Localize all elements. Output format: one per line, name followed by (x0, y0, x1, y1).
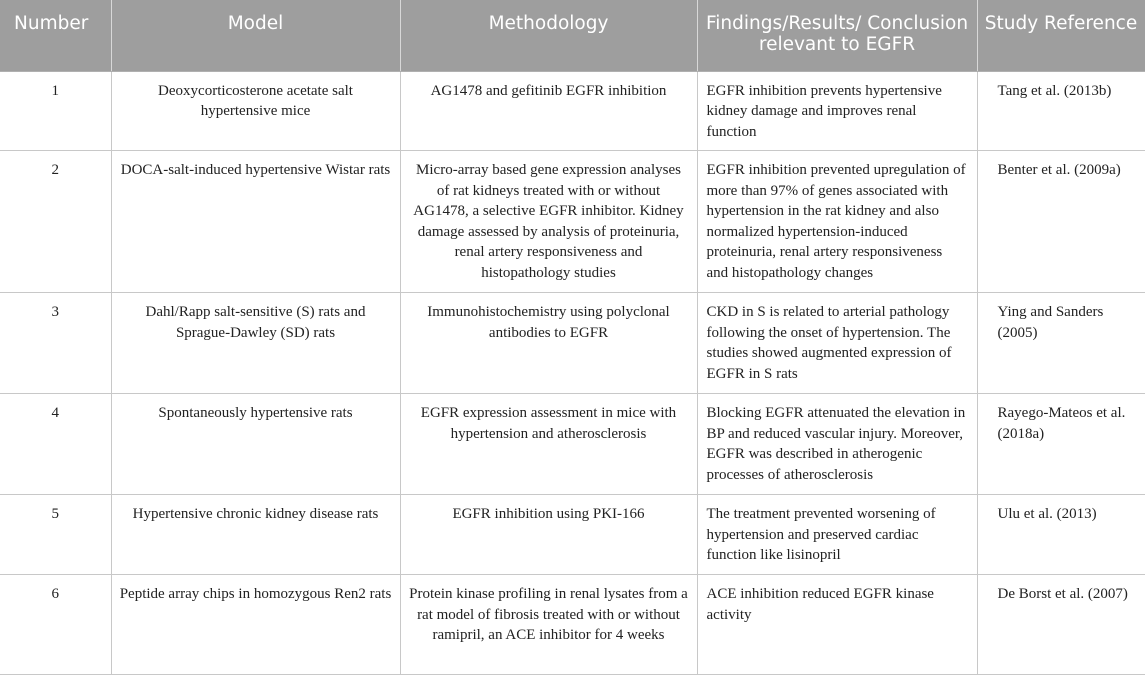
table-row (0, 293, 1145, 394)
table-body (0, 71, 1145, 675)
cell-reference: Tang et al. (2013b) (977, 71, 1145, 151)
cell-reference: Ying and Sanders (2005) (977, 293, 1145, 394)
cell-findings: EGFR inhibition prevents hypertensive kidney damage and improves renal function (697, 71, 977, 151)
cell-methodology: EGFR inhibition using PKI-166 (400, 495, 697, 575)
header-methodology: Methodology (400, 0, 697, 71)
cell-findings: ACE inhibition reduced EGFR kinase activity (697, 575, 977, 675)
cell-findings: Blocking EGFR attenuated the elevation in BP and reduced vascular injury. Moreover, EGFR was described in atherogenic processes of atherosclerosis (697, 394, 977, 495)
cell-model: DOCA-salt-induced hypertensive Wistar rats (111, 151, 400, 293)
cell-methodology: Immunohistochemistry using polyclonal antibodies to EGFR (400, 293, 697, 394)
cell-reference: Rayego-Mateos et al. (2018a) (977, 394, 1145, 495)
cell-model: Dahl/Rapp salt-sensitive (S) rats and Sprague-Dawley (SD) rats (111, 293, 400, 394)
cell-model: Deoxycorticosterone acetate salt hypertensive mice (111, 71, 400, 151)
cell-model: Spontaneously hypertensive rats (111, 394, 400, 495)
cell-model: Hypertensive chronic kidney disease rats (111, 495, 400, 575)
table-row (0, 71, 1145, 151)
cell-number: 5 (0, 495, 111, 575)
cell-reference: Ulu et al. (2013) (977, 495, 1145, 575)
table-row (0, 394, 1145, 495)
cell-findings: The treatment prevented worsening of hypertension and preserved cardiac function like lisinopril (697, 495, 977, 575)
header-findings: Findings/Results/ Conclusion relevant to EGFR (697, 0, 977, 71)
cell-number: 4 (0, 394, 111, 495)
cell-findings: EGFR inhibition prevented upregulation of more than 97% of genes associated with hypertension in the rat kidney and also normalized hypertension-induced proteinuria, renal artery responsiveness and histopathology changes (697, 151, 977, 293)
header-model: Model (111, 0, 400, 71)
table-row (0, 495, 1145, 575)
cell-number: 3 (0, 293, 111, 394)
table-row (0, 151, 1145, 293)
cell-methodology: EGFR expression assessment in mice with hypertension and atherosclerosis (400, 394, 697, 495)
header-reference: Study Reference (977, 0, 1145, 71)
cell-model: Peptide array chips in homozygous Ren2 rats (111, 575, 400, 675)
cell-number: 2 (0, 151, 111, 293)
cell-number: 1 (0, 71, 111, 151)
table-header (0, 0, 1145, 71)
cell-reference: De Borst et al. (2007) (977, 575, 1145, 675)
cell-number: 6 (0, 575, 111, 675)
cell-methodology: AG1478 and gefitinib EGFR inhibition (400, 71, 697, 151)
cell-findings: CKD in S is related to arterial pathology following the onset of hypertension. The studies showed augmented expression of EGFR in S rats (697, 293, 977, 394)
header-number: Number (0, 0, 111, 71)
table-row (0, 575, 1145, 675)
cell-methodology: Micro-array based gene expression analyses of rat kidneys treated with or without AG1478, a selective EGFR inhibitor. Kidney damage assessed by analysis of proteinuria, renal artery responsiveness and histopathology studies (400, 151, 697, 293)
cell-reference: Benter et al. (2009a) (977, 151, 1145, 293)
cell-methodology: Protein kinase profiling in renal lysates from a rat model of fibrosis treated with or without ramipril, an ACE inhibitor for 4 weeks (400, 575, 697, 675)
header-row (0, 0, 1145, 71)
